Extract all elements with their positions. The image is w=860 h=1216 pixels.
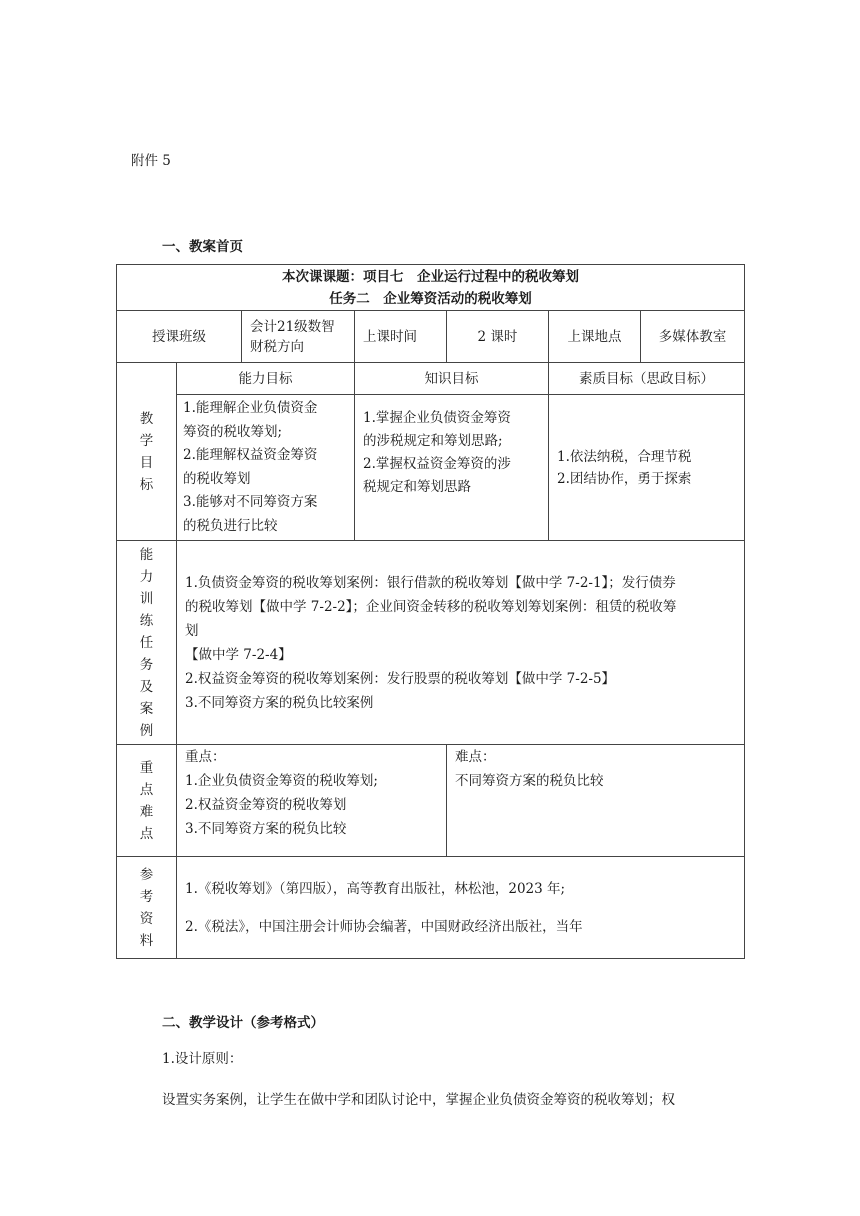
references-list: 1.《税收筹划》（第四版），高等教育出版社，林松池，2023 年; 2.《税法》，中国注册会计师协会编著，中国财政经济出版社，当年: [177, 857, 745, 959]
training-label: 能 力 训 练 任 务 及 案 例: [117, 541, 177, 745]
objectives-label: 教 学 目 标: [117, 363, 177, 541]
lesson-plan-table: [116, 264, 745, 959]
difficulty-title: 难点：: [455, 749, 496, 765]
topic-header: [117, 265, 745, 311]
training-cases: 1.负债资金筹资的税收筹划案例：银行借款的税收筹划【做中学 7-2-1】；发行债券 的税收筹划【做中学 7-2-2】；企业间资金转移的税收筹划筹划案例：租赁的税收筹 划 【做中学 7-2-4】 2.权益资金筹资的税收筹划案例：发行股票的税收筹划【做中学 7-2-5】 3.不同筹资方案的税负比较案例: [177, 541, 745, 745]
section1-title: 一、教案首页: [162, 239, 243, 255]
class-label: 授课班级: [117, 311, 242, 363]
section2-title: 二、教学设计（参考格式）: [162, 1015, 324, 1031]
class-value-line-2: 财税方向: [250, 338, 304, 355]
ability-goals: 1.能理解企业负债资金 筹资的税收筹划; 2.能理解权益资金筹资 的税收筹划 3.能够对不同筹资方案 的税负进行比较: [177, 395, 355, 541]
topic-line-2: 任务二 企业筹资活动的税收筹划: [329, 290, 532, 307]
references-label: 参 考 资 料: [117, 857, 177, 959]
quality-goals: 1.依法纳税，合理节税 2.团结协作，勇于探索: [549, 395, 745, 541]
class-value-line-1: 会计21级数智: [250, 318, 335, 335]
ability-goal-header: 能力目标: [177, 363, 355, 395]
design-principle-text: 设置实务案例，让学生在做中学和团队讨论中，掌握企业负债资金筹资的税收筹划；权: [162, 1092, 675, 1108]
topic-line-1: 本次课课题：项目七 企业运行过程中的税收筹划: [282, 268, 580, 285]
class-value: [242, 311, 355, 363]
design-principle-title: 1.设计原则：: [162, 1051, 243, 1067]
quality-goal-header: 素质目标（思政目标）: [549, 363, 745, 395]
time-label: 上课时间: [355, 311, 447, 363]
key-points-label: 重 点 难 点: [117, 745, 177, 857]
time-value: 2 课时: [447, 311, 549, 363]
place-label: 上课地点: [549, 311, 641, 363]
focus-points: 重点： 1.企业负债资金筹资的税收筹划; 2.权益资金筹资的税收筹划 3.不同筹资方案的税负比较: [177, 745, 447, 857]
place-value: 多媒体教室: [641, 311, 745, 363]
focus-title: 重点：: [185, 749, 226, 765]
knowledge-goal-header: 知识目标: [355, 363, 549, 395]
knowledge-goals: 1.掌握企业负债资金筹资 的涉税规定和筹划思路; 2.掌握权益资金筹资的涉 税规定和筹划思路: [355, 395, 549, 541]
attachment-label: 附件 5: [131, 153, 171, 169]
difficulty-points: 难点： 不同筹资方案的税负比较: [447, 745, 745, 857]
